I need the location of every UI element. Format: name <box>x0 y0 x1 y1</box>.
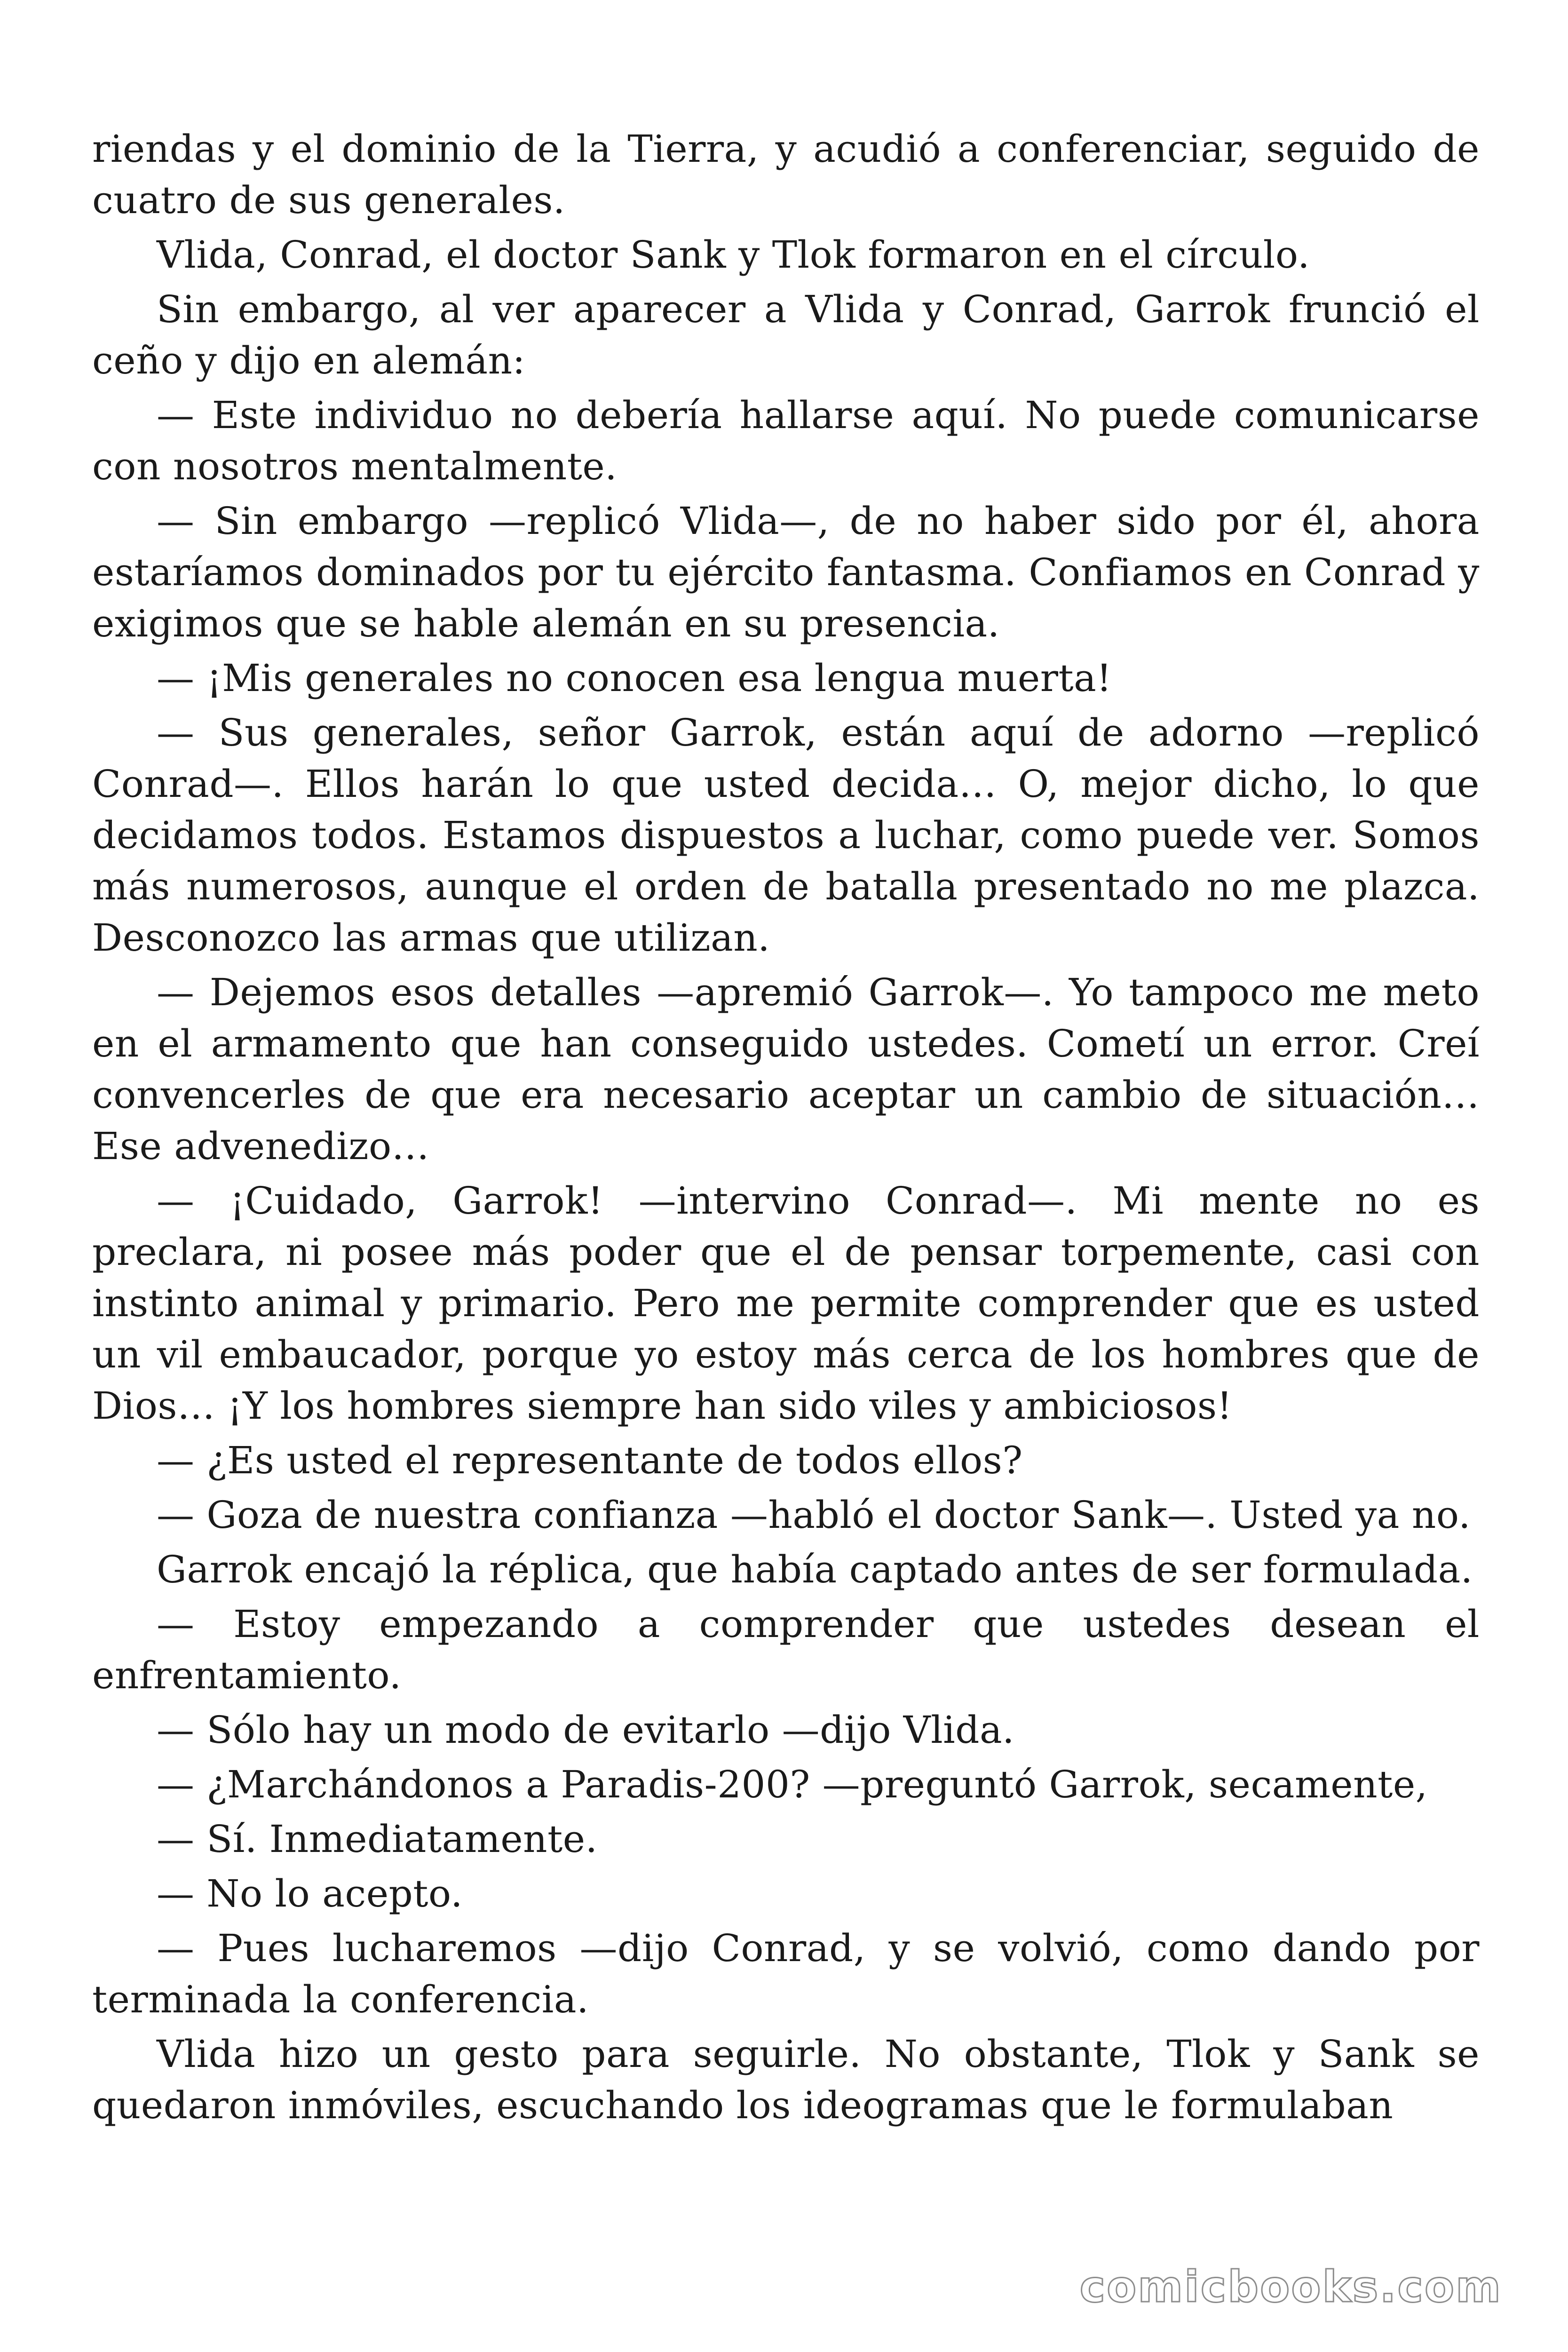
paragraph: Vlida, Conrad, el doctor Sank y Tlok formaron en el círculo. <box>157 233 1310 277</box>
paragraph: — ¿Es usted el representante de todos ellos? <box>157 1438 1023 1482</box>
paragraph: — Dejemos esos detalles —apremió Garrok—. Yo tampoco me meto en el armamento que han conseguido ustedes. Cometí un error. Creí convencerles de que era necesario aceptar un cambio de situación… Ese advenedizo… <box>92 970 1480 1168</box>
paragraph: — No lo acepto. <box>157 1872 463 1915</box>
paragraph: — Sólo hay un modo de evitarlo —dijo Vlida. <box>157 1708 1015 1752</box>
paragraph: — Sin embargo —replicó Vlida—, de no haber sido por él, ahora estaríamos dominados por tu ejército fantasma. Confiamos en Conrad y exigimos que se hable alemán en su presencia. <box>92 499 1480 645</box>
paragraph: Garrok encajó la réplica, que había captado antes de ser formulada. <box>157 1548 1473 1591</box>
paragraph: Vlida hizo un gesto para seguirle. No obstante, Tlok y Sank se quedaron inmóviles, escuchando los ideogramas que le formulaban <box>92 2032 1480 2127</box>
paragraph: — ¡Mis generales no conocen esa lengua muerta! <box>157 656 1112 700</box>
paragraph: riendas y el dominio de la Tierra, y acudió a conferenciar, seguido de cuatro de sus generales. <box>92 127 1480 222</box>
paragraph: — Este individuo no debería hallarse aquí. No puede comunicarse con nosotros mentalmente. <box>92 393 1480 488</box>
paragraph: — Sus generales, señor Garrok, están aquí de adorno —replicó Conrad—. Ellos harán lo que usted decida… O, mejor dicho, lo que decidamos todos. Estamos dispuestos a luchar, como puede ver. Somos más numerosos, aunque el orden de batalla presentado no me plazca. Desconozco las armas que utilizan. <box>92 711 1480 960</box>
watermark: comicbooks.com <box>1079 2262 1502 2312</box>
body-text <box>92 123 1480 2134</box>
paragraph: — Pues lucharemos —dijo Conrad, y se volvió, como dando por terminada la conferencia. <box>92 1926 1480 2021</box>
paragraph: Sin embargo, al ver aparecer a Vlida y Conrad, Garrok frunció el ceño y dijo en alemán: <box>92 287 1480 382</box>
paragraph: — Sí. Inmediatamente. <box>157 1817 598 1861</box>
paragraph: — ¿Marchándonos a Paradis-200? —preguntó Garrok, secamente, <box>157 1763 1428 1806</box>
paragraph: — Estoy empezando a comprender que ustedes desean el enfrentamiento. <box>92 1602 1480 1697</box>
paragraph: — ¡Cuidado, Garrok! —intervino Conrad—. Mi mente no es preclara, ni posee más poder que el de pensar torpemente, casi con instinto animal y primario. Pero me permite comprender que es usted un vil embaucador, porque yo estoy más cerca de los hombres que de Dios… ¡Y los hombres siempre han sido viles y ambiciosos! <box>92 1179 1480 1428</box>
paragraph: — Goza de nuestra confianza —habló el doctor Sank—. Usted ya no. <box>157 1493 1471 1537</box>
